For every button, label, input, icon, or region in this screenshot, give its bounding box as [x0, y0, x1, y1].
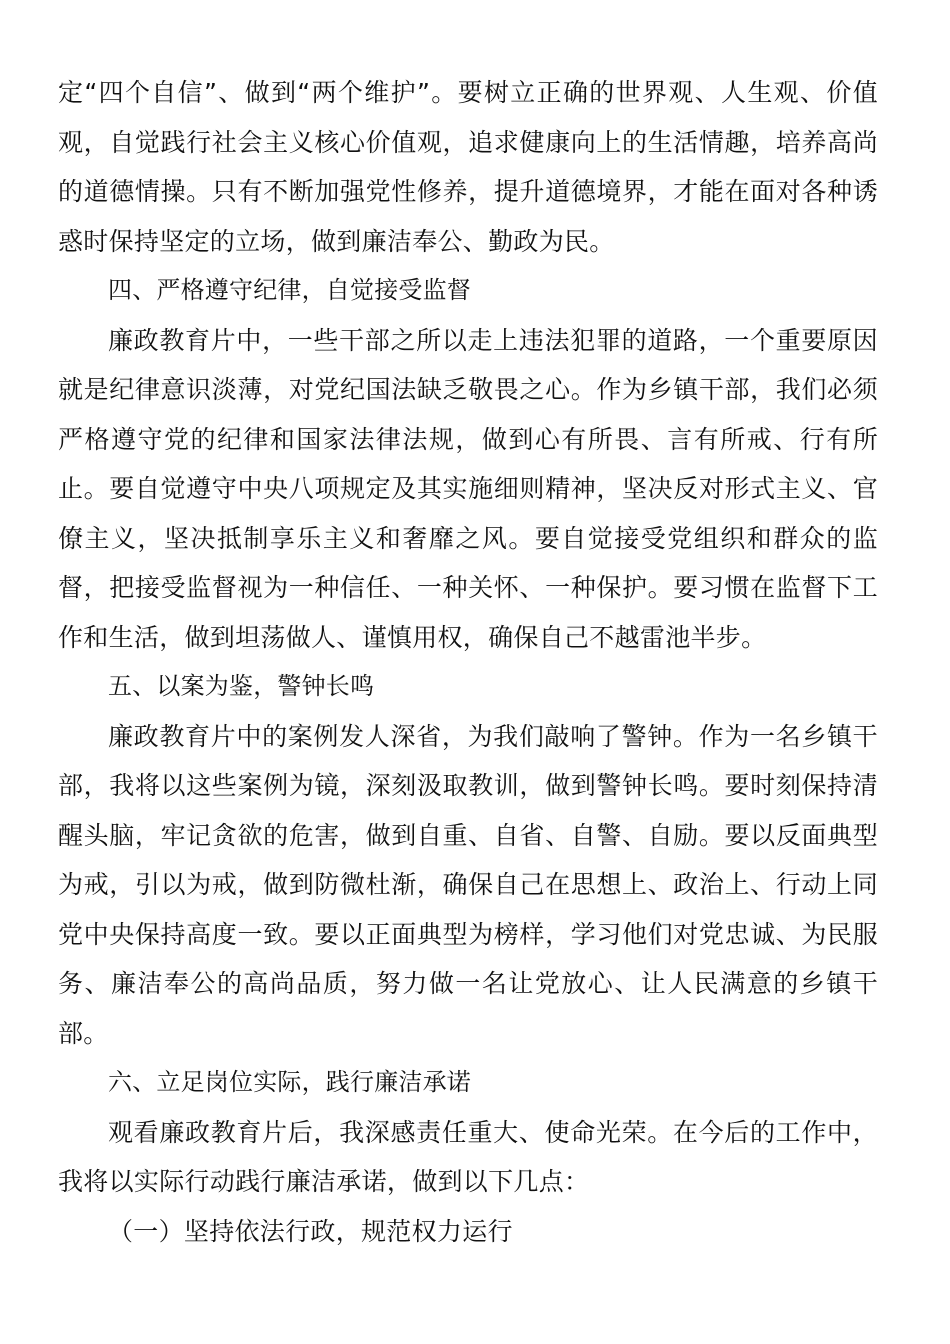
paragraph-body: 廉政教育片中的案例发人深省，为我们敲响了警钟。作为一名乡镇干部，我将以这些案例为镜，深刻汲取教训，做到警钟长鸣。要时刻保持清醒头脑，牢记贪欲的危害，做到自重、自省、自警、自励。要以反面典型为戒，引以为戒，做到防微杜渐，确保自己在思想上、政治上、行动上同党中央保持高度一致。要以正面典型为榜样，学习他们对党忠诚、为民服务、廉洁奉公的高尚品质，努力做一名让党放心、让人民满意的乡镇干部。 — [58, 721, 878, 1048]
paragraph-body: 廉政教育片中，一些干部之所以走上违法犯罪的道路，一个重要原因就是纪律意识淡薄，对党纪国法缺乏敬畏之心。作为乡镇干部，我们必须严格遵守党的纪律和国家法律法规，做到心有所畏、言有所戒、行有所止。要自觉遵守中央八项规定及其实施细则精神，坚决反对形式主义、官僚主义，坚决抵制享乐主义和奢靡之风。要自觉接受党组织和群众的监督，把接受监督视为一种信任、一种关怀、一种保护。要习惯在监督下工作和生活，做到坦荡做人、谨慎用权，确保自己不越雷池半步。 — [58, 325, 878, 652]
document-page — [58, 68, 878, 1256]
paragraph-body: 观看廉政教育片后，我深感责任重大、使命光荣。在今后的工作中，我将以实际行动践行廉洁承诺，做到以下几点： — [58, 1117, 878, 1196]
section-heading-4: 四、严格遵守纪律，自觉接受监督 — [108, 276, 471, 304]
paragraph-body: 定“四个自信”、做到“两个维护”。要树立正确的世界观、人生观、价值观，自觉践行社会主义核心价值观，追求健康向上的生活情趣，培养高尚的道德情操。只有不断加强党性修养，提升道德境界，才能在面对各种诱惑时保持坚定的立场，做到廉洁奉公、勤政为民。 — [58, 78, 878, 256]
section-heading-6: 六、立足岗位实际，践行廉洁承诺 — [108, 1068, 471, 1096]
section-heading-5: 五、以案为鉴，警钟长鸣 — [108, 672, 375, 700]
subsection-heading-1: （一）坚持依法行政，规范权力运行 — [108, 1216, 513, 1246]
